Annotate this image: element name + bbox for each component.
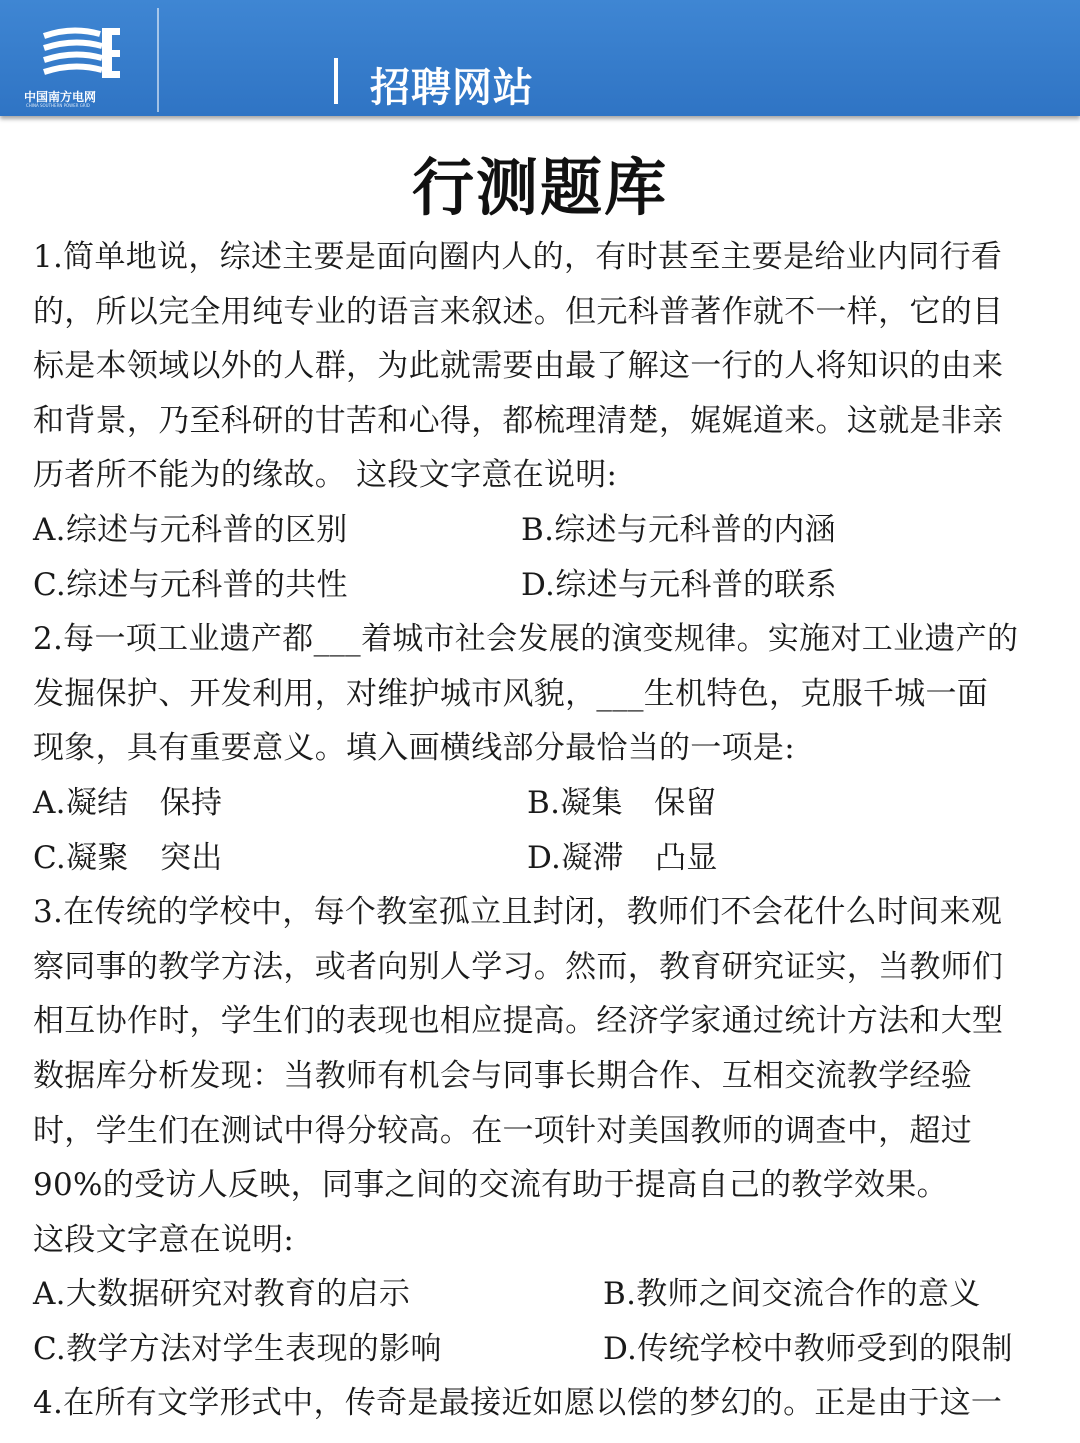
question-1-options-row (33, 558, 1053, 613)
question-3-line: 相互协作时，学生们的表现也相应提高。经济学家通过统计方法和大型 (33, 1003, 1004, 1040)
question-3-option-a: A.大数据研究对教育的启示 (33, 1276, 411, 1313)
question-2-line: 现象，具有重要意义。填入画横线部分最恰当的一项是: (33, 730, 795, 767)
question-1-option-b: B.综述与元科普的内涵 (521, 511, 836, 548)
site-name: 招聘网站 (370, 65, 534, 111)
question-1-option-c: C.综述与元科普的共性 (33, 566, 348, 603)
question-2-line: 2.每一项工业遗产都___着城市社会发展的演变规律。实施对工业遗产的 (33, 621, 1019, 658)
header-divider (157, 8, 159, 112)
question-1-option-d: D.综述与元科普的联系 (521, 566, 837, 603)
question-3-line: 这段文字意在说明: (33, 1221, 295, 1258)
question-3-line: 90%的受访人反映，同事之间的交流有助于提高自己的教学效果。 (33, 1167, 948, 1204)
question-3-line: 数据库分析发现：当教师有机会与同事长期合作、互相交流教学经验 (33, 1057, 972, 1094)
question-1-line: 的，所以完全用纯专业的语言来叙述。但元科普著作就不一样，它的目 (33, 293, 1004, 330)
question-3-line: 察同事的教学方法，或者向别人学习。然而，教育研究证实，当教师们 (33, 948, 1004, 985)
question-3-line: 3.在传统的学校中，每个教室孤立且封闭，教师们不会花什么时间来观 (33, 894, 1003, 931)
page-title: 行测题库 (411, 151, 668, 224)
question-3-option-c: C.教学方法对学生表现的影响 (33, 1330, 442, 1367)
question-3-option-d: D.传统学校中教师受到的限制 (603, 1330, 1013, 1367)
question-3-options-row (33, 1267, 1053, 1322)
question-1-line: 标是本领域以外的人群，为此就需要由最了解这一行的人将知识的由来 (33, 348, 1004, 385)
question-3-line: 时，学生们在测试中得分较高。在一项针对美国教师的调查中，超过 (33, 1112, 972, 1149)
question-2-options-row (33, 776, 1053, 831)
logo-subtext: CHINA SOUTHERN POWER GRID (26, 103, 90, 108)
question-2-line: 发掘保护、开发利用，对维护城市风貌，___生机特色，克服千城一面 (33, 675, 989, 712)
question-1-line: 历者所不能为的缘故。 这段文字意在说明: (33, 457, 618, 494)
header-separator-bar (334, 58, 338, 104)
question-1-option-a: A.综述与元科普的区别 (33, 511, 348, 548)
question-2-option-d: D.凝滞 凸显 (527, 839, 718, 876)
header-banner (0, 0, 1080, 116)
question-2-options-row (33, 831, 1053, 886)
question-1-line: 1.简单地说，综述主要是面向圈内人的，有时甚至主要是给业内同行看 (33, 239, 1003, 275)
question-4-line: 4.在所有文学形式中，传奇是最接近如愿以偿的梦幻的。正是由于这一 (33, 1385, 1003, 1422)
question-2-option-b: B.凝集 保留 (527, 784, 717, 821)
question-1-line: 和背景，乃至科研的甘苦和心得，都梳理清楚，娓娓道来。这就是非亲 (33, 402, 1004, 439)
question-list (33, 230, 1053, 1431)
question-3-option-b: B.教师之间交流合作的意义 (603, 1276, 981, 1313)
question-2-option-c: C.凝聚 突出 (33, 839, 223, 876)
question-3-options-row (33, 1322, 1053, 1377)
logo-text: 中国南方电网 (24, 90, 97, 104)
question-2-option-a: A.凝结 保持 (33, 784, 223, 821)
question-1-options-row (33, 503, 1053, 558)
